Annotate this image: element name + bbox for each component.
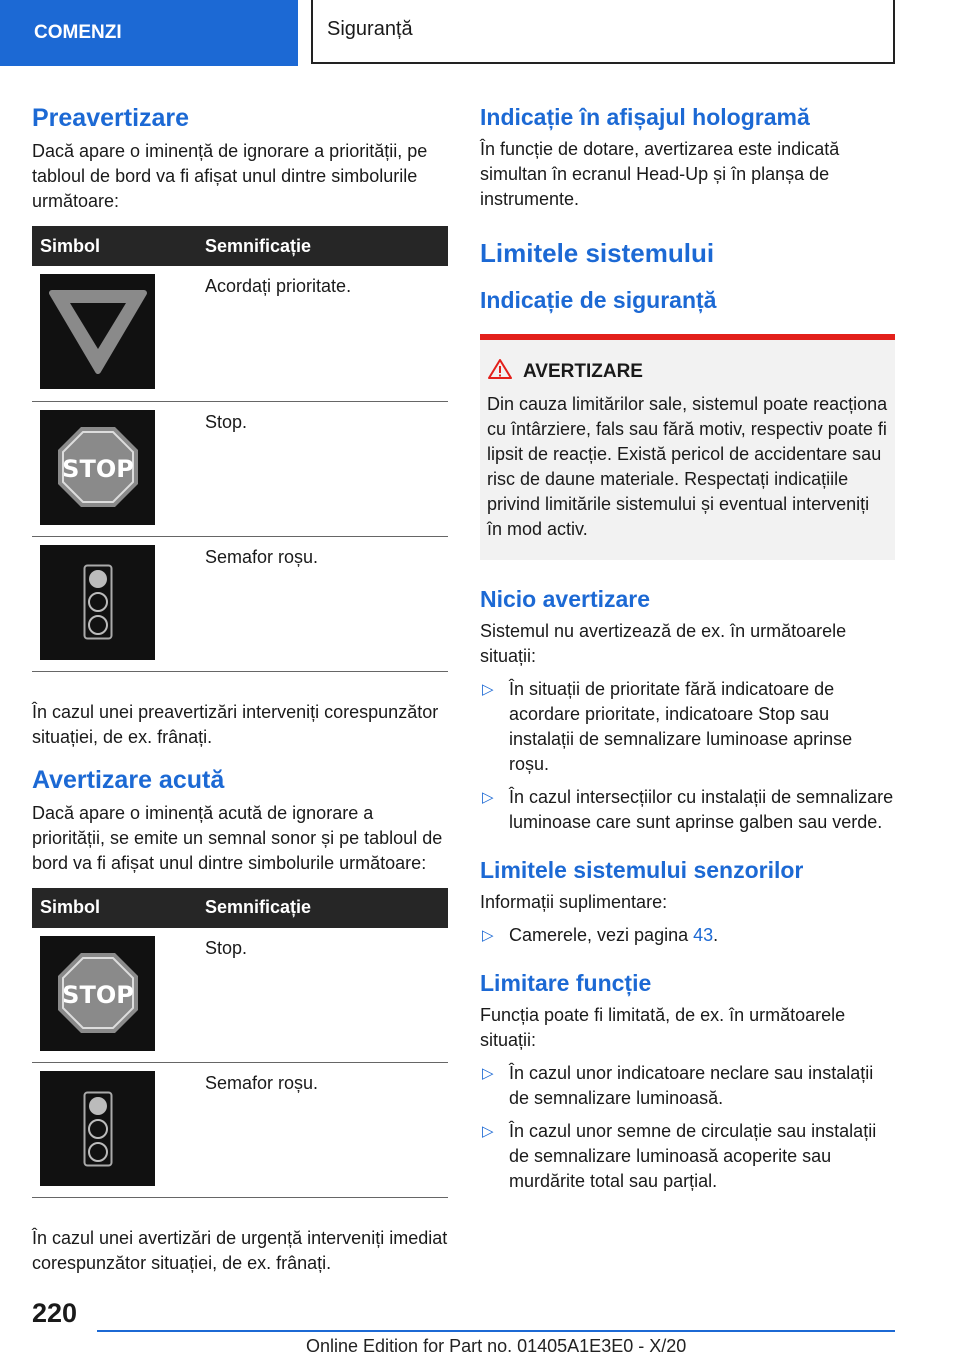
text-after-table-1: În cazul unei preavertizări interveniți corespunzător situației, de ex. frânați. [32,701,439,747]
page-number: 220 [32,1298,78,1328]
heading-senzori: Limitele sistemului senzorilor [480,857,804,883]
table-header-semnificatie: Semnificație [197,226,448,266]
list-item: ▷ În cazul unor indicatoare neclare sau instalații de semnalizare luminoasă. [482,1063,874,1108]
symbol-table-1 [32,226,448,672]
text-nicio-avertizare: Sistemul nu avertizează de ex. în următoarele situații: [480,621,847,666]
warning-box [480,334,895,560]
right-column [480,100,895,1194]
heading-preavertizare: Preavertizare [32,104,190,132]
table-row [32,536,448,671]
text-avertizare-acuta: Dacă apare o iminență acută de ignorare a priorității, se emite un semnal sonor și pe tabloul de bord va fi afișat unul dintre simbolurile următoare: [32,802,443,873]
warning-text: Din cauza limitărilor sale, sistemul poate reacționa cu întârziere, fals sau fără motiv, respectiv poate fi lipsit de reacție. Există pericol de accidentare sau risc de daune materiale. Respectați indicațiile privind limitările sistemului și eventual interveniți în mod activ. [487,394,888,539]
list-item: ▷ În situații de prioritate fără indicatoare de acordare prioritate, indicatoare Stop sau instalații de semnalizare luminoase aprinse roșu. [482,679,853,774]
stop-sign-icon [40,936,155,1051]
section-tab: COMENZI [0,0,298,66]
red-traffic-light-icon [40,1071,155,1186]
warning-triangle-icon [487,358,513,386]
meaning-cell: Acordați prioritate. [197,266,448,401]
list-item: ▷ Camerele, vezi pagina 43. [480,923,895,948]
warning-title [487,358,889,386]
list-item: ▷ În cazul unor semne de circulație sau instalații de semnalizare luminoasă acoperite sau murdărite total sau parțial. [482,1121,877,1191]
text-after-table-2: În cazul unei avertizări de urgență interveniți imediat corespunzător situației, de ex. frânați. [32,1228,448,1273]
text-senzori: Informații suplimentare: [480,892,668,912]
meaning-cell: Semafor roșu. [197,536,448,671]
table-header-simbol: Simbol [32,226,197,266]
table-row [32,266,448,401]
list-item: ▷ În cazul intersecțiilor cu instalații de semnalizare luminoase care sunt aprinse galben sau verde. [482,787,894,832]
meaning-cell: Stop. [197,928,448,1063]
table-header-simbol: Simbol [32,888,197,928]
triangle-bullet-icon: ▷ [482,1123,494,1140]
red-traffic-light-icon [40,545,155,660]
heading-holograma: Indicație în afișajul hologramă [480,104,810,130]
table-row [32,401,448,536]
heading-indicatie-siguranta: Indicație de siguranță [480,287,717,313]
list-senzori [480,923,895,948]
chapter-title: Siguranță [311,0,895,64]
meaning-cell: Semafor roșu. [197,1063,448,1198]
text-holograma: În funcție de dotare, avertizarea este indicată simultan în ecranul Head-Up și în planșa de instrumente. [480,139,840,209]
heading-nicio-avertizare: Nicio avertizare [480,586,651,612]
yield-sign-icon [40,274,155,389]
triangle-bullet-icon: ▷ [482,1065,494,1082]
text-preavertizare: Dacă apare o iminență de ignorare a priorității, pe tabloul de bord va fi afișat unul dintre simbolurile următoare: [32,141,428,211]
triangle-bullet-icon: ▷ [482,681,494,698]
page-link-43[interactable]: 43 [693,925,714,945]
text-limitare-functie: Funcția poate fi limitată, de ex. în următoarele situații: [480,1005,846,1050]
footer-divider [97,1330,895,1332]
triangle-bullet-icon: ▷ [482,789,494,806]
heading-limitele-sistemului: Limitele sistemului [480,238,715,268]
symbol-table-2 [32,888,448,1199]
left-column [32,100,448,1276]
triangle-bullet-icon: ▷ [482,927,494,944]
meaning-cell: Stop. [197,401,448,536]
list-limitare-functie [480,1061,895,1194]
stop-sign-icon [40,410,155,525]
table-row [32,1063,448,1198]
table-row [32,928,448,1063]
warning-title-text: AVERTIZARE [523,361,643,382]
list-nicio-avertizare [480,677,895,835]
heading-limitare-functie: Limitare funcție [480,970,652,996]
heading-avertizare-acuta: Avertizare acută [32,765,225,794]
footer-edition: Online Edition for Part no. 01405A1E3E0 - X/20 [306,1336,687,1356]
svg-text:STOP: STOP [61,455,134,483]
table-header-semnificatie: Semnificație [197,888,448,928]
svg-text:STOP: STOP [61,981,134,1009]
